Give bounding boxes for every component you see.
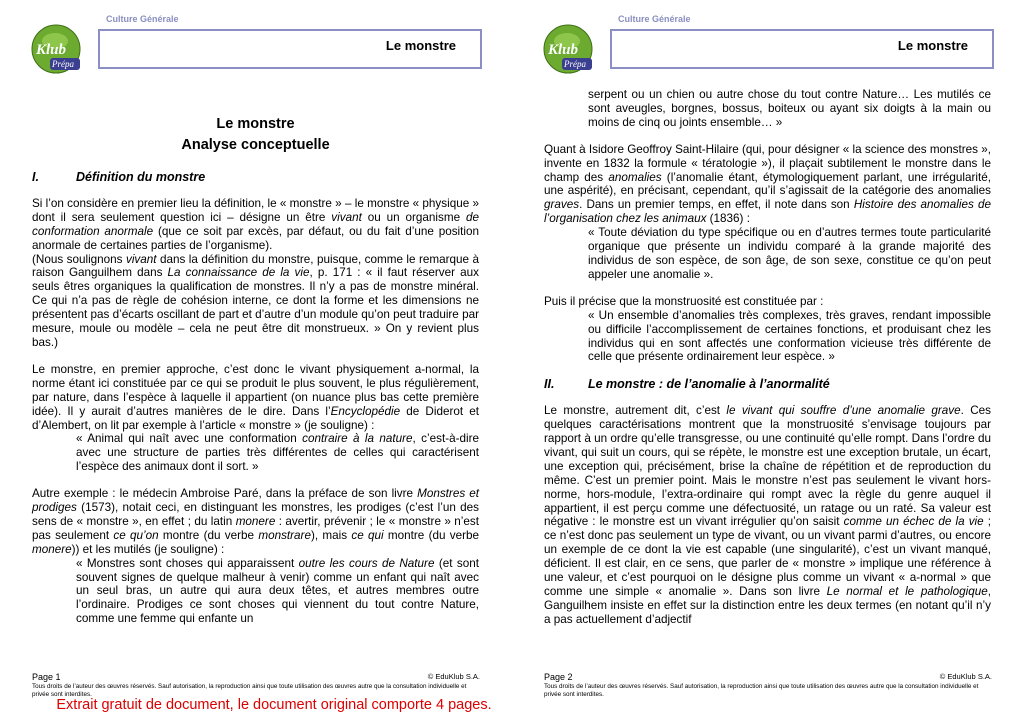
page-number: Page 2 bbox=[544, 672, 573, 682]
paragraph: Le monstre, autrement dit, c’est le vivant qui souffre d’une anomalie grave. Ces quelques caractérisations montrent que la monstruosité s’envisage toujours par rapport à un ordre qu’elle transgresse, ou une continuité qu’elle rompt. Dans l’ordre du vivant, qui suit un cours, qui se répète, le monstre est une exception brutale, un écart, une exception qui, précisément, brise la chaîne de répétition et de reproduction du même. C’est un premier point. Mais le monstre n’est pas seulement le vivant hors-norme, hors-module, l’extra-ordinaire qui rompt avec la règle du genre auquel il appartient, il est perçu comme une défectuosité, un ratage ou un raté. Sa valeur est négative : le monstre est un vivant irrégulier qu’on saisit comme un échec de la vie ; ce n’est donc pas seulement un type de vivant, ou un vivant parmi d’autres, ou encore un exemple de ce dont la vie est capable (une singularité), c’est un vivant manqué, déficient. Il est clair, en ce sens, que parler de « monstre » implique une référence à une valeur, et c’est pourquoi on le désigne plus comme un vivant « a-normal » que comme une simple « anomalie ». Dans son livre Le normal et le pathologique, Ganguilhem insiste en effet sur la distinction entre les deux termes (en notant qu’il n’y a pas actuellement d’adjectif bbox=[544, 404, 992, 626]
document-title: Le monstre bbox=[216, 116, 295, 132]
paragraph: Le monstre, en premier approche, c’est donc le vivant physiquement a-normal, la norme étant ici constituée par ce qui se produit le plus souvent, le plus régulièrement, par nature, dans l’espèce à laquelle il appartient (on nuance plus bas cette première idée). Il y aurait d’autres manières de le dire. Dans l’Encyclopédie de Diderot et d’Alembert, on lit par exemple à l’article « monstre » (je souligne) : bbox=[32, 362, 479, 432]
page-1 bbox=[0, 0, 512, 700]
quotation: « Un ensemble d’anomalies très complexes, très graves, rendant impossible ou difficile l’accomplissement de certaines fonctions, et produisant chez les individus qui en sont affectés une conformation vicieuse très différente de celle que présente ordinairement leur espèce. » bbox=[588, 308, 991, 364]
rights-notice: Tous droits de l’auteur des œuvres réservés. Sauf autorisation, la reproduction ainsi que toute utilisation des œuvres autre que la consultation individuelle et privée sont interdites. bbox=[32, 683, 467, 698]
paragraph: Autre exemple : le médecin Ambroise Paré, dans la préface de son livre Monstres et prodiges (1573), notait ceci, en distinguant les monstres, les prodiges (c’est l’un des sens de « monstre », en effet ; du latin monere : avertir, prévenir ; le « monstre » n’est pas seulement ce qu’on montre (du verbe monstrare), mais ce qui montre (du verbe monere)) et les mutilés (je souligne) : bbox=[32, 487, 480, 556]
header-category: Culture Générale bbox=[618, 14, 691, 24]
document-subtitle: Analyse conceptuelle bbox=[181, 137, 330, 153]
section-heading-2: II. Le monstre : de l’anomalie à l’anormalité bbox=[544, 377, 830, 392]
paragraph: Puis il précise que la monstruosité est constituée par : bbox=[544, 294, 824, 308]
page-2-content bbox=[544, 88, 991, 627]
svg-text:Klub: Klub bbox=[36, 42, 67, 58]
rights-notice: Tous droits de l’auteur des œuvres réservés. Sauf autorisation, la reproduction ainsi que toute utilisation des œuvres autre que la consultation individuelle et privée sont interdites. bbox=[544, 683, 979, 698]
page-number: Page 1 bbox=[32, 672, 61, 682]
svg-text:Prépa: Prépa bbox=[564, 59, 586, 69]
header-box bbox=[98, 29, 482, 69]
klub-prepa-logo bbox=[540, 24, 596, 74]
section-heading-1: I. Définition du monstre bbox=[32, 170, 206, 184]
svg-text:Prépa: Prépa bbox=[52, 59, 74, 69]
page-1-footer bbox=[32, 672, 480, 698]
header-box bbox=[610, 29, 994, 69]
klub-prepa-logo bbox=[28, 24, 84, 74]
quotation: « Toute déviation du type spécifique ou en d’autres termes toute particularité organique que présente un individu comparé à la grande majorité des individus de son espèce, de son âge, de son sexe, constitue ce qu’on peut appeler une anomalie ». bbox=[588, 226, 991, 281]
free-extract-banner: Extrait gratuit de document, le document original comporte 4 pages. bbox=[56, 697, 492, 713]
page-2 bbox=[512, 0, 1024, 700]
copyright: © EduKlub S.A. bbox=[939, 672, 992, 681]
quotation: serpent ou un chien ou autre chose du tout contre Nature… Les mutilés ce sont aveugles, borgnes, bossus, boiteux ou ayant six doigts à la main ou moins de cinq ou joints ensemble… » bbox=[588, 88, 991, 129]
page-2-footer bbox=[544, 672, 992, 698]
copyright: © EduKlub S.A. bbox=[427, 672, 480, 681]
svg-text:Klub: Klub bbox=[548, 42, 579, 58]
header-title: Le monstre bbox=[897, 38, 968, 53]
header-title: Le monstre bbox=[385, 38, 456, 53]
quotation: « Monstres sont choses qui apparaissent outre les cours de Nature (et sont souvent signes de quelque malheur à venir) comme un enfant qui naît avec un seul bras, un autre qui aura deux têtes, et autres membres outre l’ordinaire. Prodiges ce sont choses qui viennent du tout contre Nature, comme une femme qui enfante un bbox=[76, 556, 479, 626]
header-category: Culture Générale bbox=[106, 14, 179, 24]
paragraph: Si l’on considère en premier lieu la définition, le « monstre » – le monstre « physique » dont il sera seulement question ici – désigne un être vivant ou un organisme de conformation anormale (que ce soit par excès, par défaut, ou du fait d’une position anormale de certaines parties de l’organisme). bbox=[32, 196, 479, 252]
paragraph: (Nous soulignons vivant dans la définition du monstre, puisque, comme le remarque à raison Ganguilhem dans La connaissance de la vie, p. 171 : « il faut réserver aux seuls êtres organiques la qualification de monstres. Il n’y a pas de monstre minéral. Ce qui n’a pas de règle de cohésion interne, ce dont la forme et les dimensions ne présentent pas d’écarts oscillant de part et d’autre d’un module qu’on peut traduire par mesure, moule ou modèle – cela ne peut être dit monstrueux. » On y revient plus bas.) bbox=[32, 252, 479, 349]
page-1-content bbox=[32, 114, 479, 626]
paragraph: Quant à Isidore Geoffroy Saint-Hilaire (qui, pour désigner « la science des monstres », invente en 1832 la formule « tératologie »), il plaçait subtilement le monstre dans le champ des anomalies (l’anomalie étant, étymologiquement parlant, une irrégularité, une aspérité), en précisant, cependant, qu’il s’agissait de la catégorie des anomalies graves. Dans un premier temps, en effet, il note dans son Histoire des anomalies de l’organisation chez les animaux (1836) : bbox=[544, 142, 992, 226]
quotation: « Animal qui naît avec une conformation contraire à la nature, c’est-à-dire avec une structure de parties très différentes de celles qui caractérisent l’espèce des animaux dont il sort. » bbox=[76, 432, 479, 474]
